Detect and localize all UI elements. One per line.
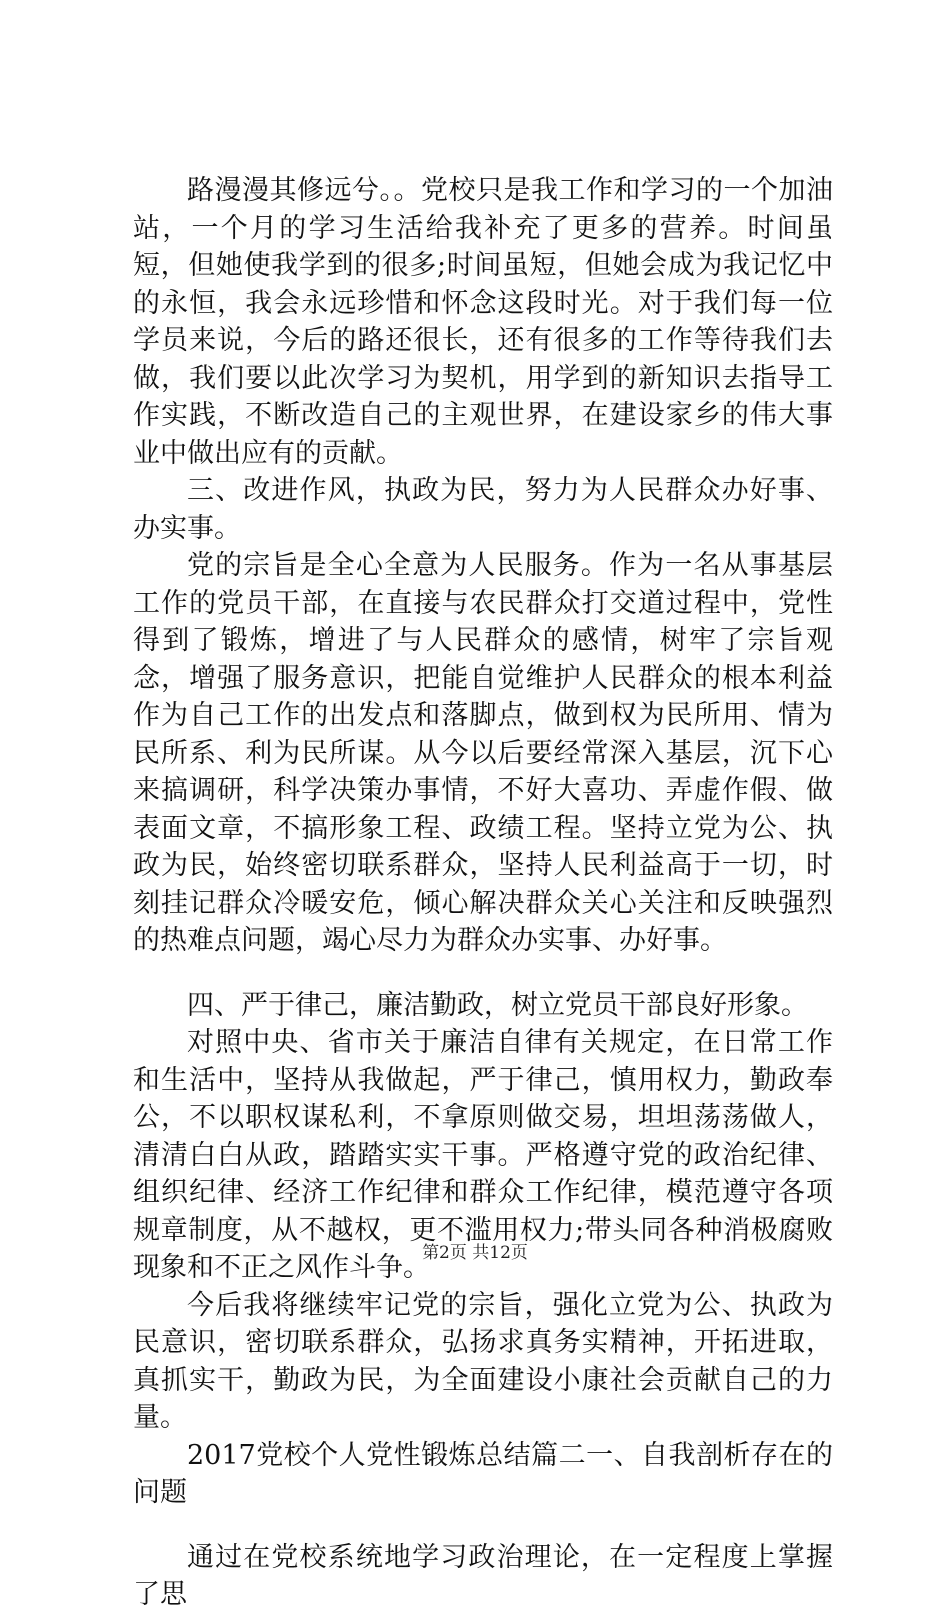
paragraph-party-purpose: 党的宗旨是全心全意为人民服务。作为一名从事基层工作的党员干部，在直接与农民群众打交道过程中，党性得到了锻炼，增进了与人民群众的感情，树牢了宗旨观念，增强了服务意识，把能自觉维护人民群众的根本利益作为自己工作的出发点和落脚点，做到权为民所用、情为民所系、利为民所谋。从今以后要经常深入基层，沉下心来搞调研，科学决策办事情，不好大喜功、弄虚作假、做表面文章，不搞形象工程、政绩工程。坚持立党为公、执政为民，始终密切联系群众，坚持人民利益高于一切，时刻挂记群众冷暖安危，倾心解决群众关心关注和反映强烈的热难点问题，竭心尽力为群众办实事、办好事。	[133, 550, 833, 956]
section-heading-four: 四、严于律己，廉洁勤政，树立党员干部良好形象。	[187, 989, 808, 1021]
article-two-title: 2017党校个人党性锻炼总结篇二一、自我剖析存在的问题	[133, 1439, 833, 1508]
paragraph-conclusion-study: 路漫漫其修远兮。。党校只是我工作和学习的一个加油站，一个月的学习生活给我补充了更多的营养。时间虽短，但她使我学到的很多;时间虽短，但她会成为我记忆中的永恒，我会永远珍惜和怀念这段时光。对于我们每一位学员来说，今后的路还很长，还有很多的工作等待我们去做，我们要以此次学习为契机，用学到的新知识去指导工作实践，不断改造自己的主观世界，在建设家乡的伟大事业中做出应有的贡献。	[133, 175, 833, 469]
paragraph-self-discipline: 对照中央、省市关于廉洁自律有关规定，在日常工作和生活中，坚持从我做起，严于律己，慎用权力，勤政奉公，不以职权谋私利，不拿原则做交易，坦坦荡荡做人，清清白白从政，踏踏实实干事。严格遵守党的政治纪律、组织纪律、经济工作纪律和群众工作纪律，模范遵守各项规章制度，从不越权，更不滥用权力;带头同各种消极腐败现象和不正之风作斗争。	[133, 1027, 833, 1283]
paragraph-self-analysis-start: 通过在党校系统地学习政治理论，在一定程度上掌握了思	[133, 1541, 833, 1610]
page-footer: 第2页 共12页	[422, 1243, 528, 1263]
document-body	[133, 172, 833, 1614]
section-heading-three: 三、改进作风，执政为民，努力为人民群众办好事、办实事。	[133, 475, 833, 544]
paragraph-future-commitment: 今后我将继续牢记党的宗旨，强化立党为公、执政为民意识，密切联系群众，弘扬求真务实精神，开拓进取，真抓实干，勤政为民，为全面建设小康社会贡献自己的力量。	[133, 1289, 833, 1433]
